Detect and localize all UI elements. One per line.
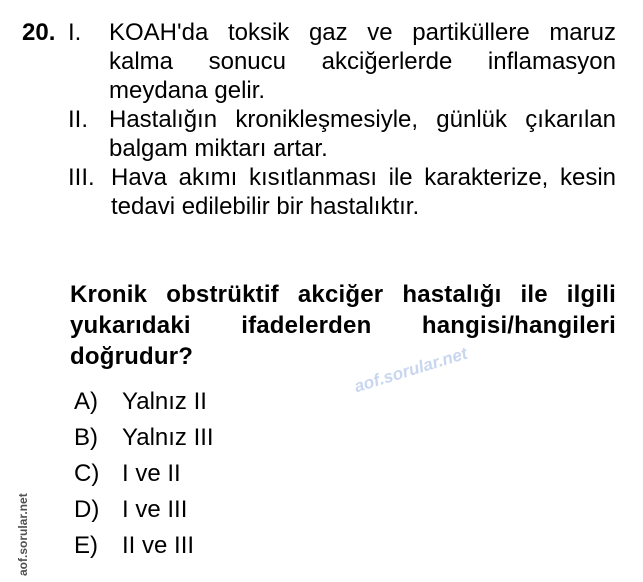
question-stem: Kronik obstrüktif akciğer hastalığı ile ilgili yukarıdaki ifadelerden hangisi/hangileri doğrudur? bbox=[70, 281, 616, 370]
statement-text: KOAH'da toksik gaz ve partiküllere maruz kalma sonucu akciğerlerde inflamasyon meydana gelir. bbox=[109, 19, 616, 104]
option-text: I ve III bbox=[122, 496, 188, 523]
statement-numeral: I. bbox=[68, 19, 82, 46]
option-letter: E) bbox=[74, 532, 98, 559]
option-d[interactable] bbox=[74, 492, 214, 528]
option-b[interactable] bbox=[74, 420, 214, 456]
watermark: aof.sorular.net bbox=[352, 343, 470, 397]
option-text: II ve III bbox=[122, 532, 195, 559]
side-watermark: aof.sorular.net bbox=[16, 493, 30, 576]
option-a[interactable] bbox=[74, 384, 214, 420]
option-e[interactable] bbox=[74, 528, 214, 564]
statement-numeral: III. bbox=[68, 164, 95, 191]
statement-numeral: II. bbox=[68, 106, 89, 133]
option-letter: C) bbox=[74, 460, 100, 487]
option-text: Yalnız II bbox=[122, 388, 207, 415]
option-text: I ve II bbox=[122, 460, 181, 487]
statement-ii bbox=[68, 105, 616, 163]
question-number: 20. bbox=[22, 19, 56, 46]
option-text: Yalnız III bbox=[122, 424, 214, 451]
statement-i bbox=[68, 18, 616, 105]
statement-text: Hava akımı kısıtlanması ile karakterize, kesin tedavi edilebilir bir hastalıktır. bbox=[111, 164, 616, 220]
statement-list bbox=[68, 18, 616, 221]
option-letter: D) bbox=[74, 496, 100, 523]
statement-iii bbox=[68, 163, 616, 221]
option-letter: B) bbox=[74, 424, 98, 451]
statement-text: Hastalığın kronikleşmesiyle, günlük çıkarılan balgam miktarı artar. bbox=[109, 106, 616, 162]
option-letter: A) bbox=[74, 388, 98, 415]
option-c[interactable] bbox=[74, 456, 214, 492]
answer-options bbox=[74, 384, 214, 564]
